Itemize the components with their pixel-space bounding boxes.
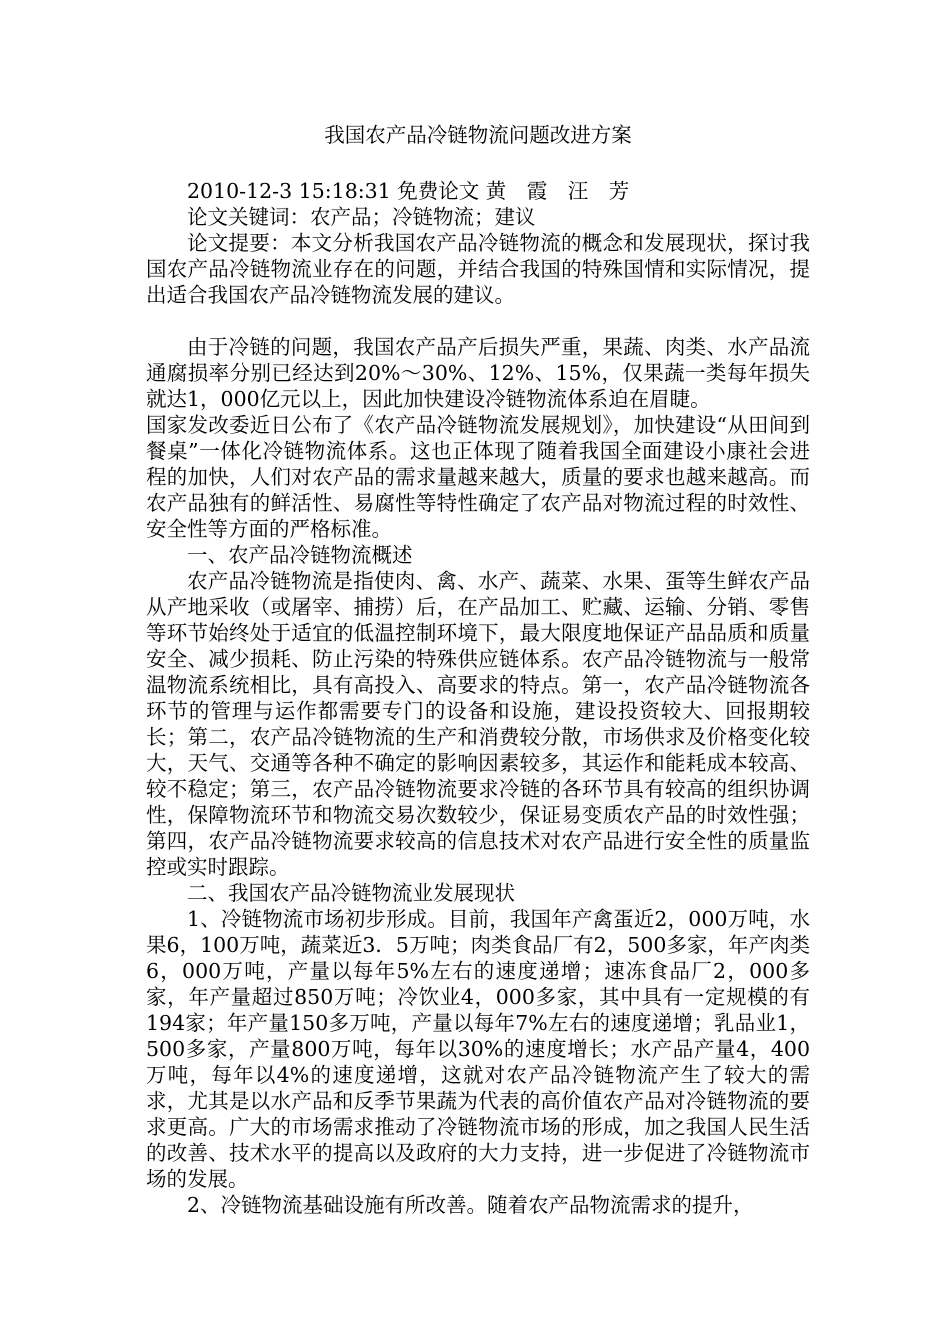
abstract-paragraph: 论文提要：本文分析我国农产品冷链物流的概念和发展现状，探讨我国农产品冷链物流业存在的问题，并结合我国的特殊国情和实际情况，提出适合我国农产品冷链物流发展的建议。 <box>146 231 810 307</box>
document-page <box>146 122 810 1218</box>
body-paragraph-4: 1、冷链物流市场初步形成。目前，我国年产禽蛋近2，000万吨，水果6，100万吨，蔬菜近3．5万吨；肉类食品厂有2，500多家，年产肉类6，000万吨，产量以每年5%左右的速度递增；速冻食品厂2，000多家，年产量超过850万吨；冷饮业4，000多家，其中具有一定规模的有194家；年产量150多万吨，产量以每年7%左右的速度递增；乳品业1，500多家，产量800万吨，每年以30%的速度增长；水产品产量4，400万吨，每年以4%的速度递增，这就对农产品冷链物流产生了较大的需求，尤其是以水产品和反季节果蔬为代表的高价值农产品对冷链物流的要求更高。广大的市场需求推动了冷链物流市场的形成，加之我国人民生活的改善、技术水平的提高以及政府的大力支持，进一步促进了冷链物流市场的发展。 <box>146 907 810 1191</box>
section-heading-2: 二、我国农产品冷链物流业发展现状 <box>187 881 515 905</box>
body-paragraph-5: 2、冷链物流基础设施有所改善。随着农产品物流需求的提升， <box>187 1193 754 1217</box>
body-paragraph-2: 国家发改委近日公布了《农产品冷链物流发展规划》，加快建设“从田间到餐桌”一体化冷链物流体系。这也正体现了随着我国全面建设小康社会进程的加快，人们对农产品的需求量越来越大，质量的要求也越来越高。而农产品独有的鲜活性、易腐性等特性确定了农产品对物流过程的时效性、安全性等方面的严格标准。 <box>146 413 810 541</box>
document-title: 我国农产品冷链物流问题改进方案 <box>324 123 632 147</box>
section-heading-1: 一、农产品冷链物流概述 <box>187 543 413 567</box>
body-paragraph-1: 由于冷链的问题，我国农产品产后损失严重，果蔬、肉类、水产品流通腐损率分别已经达到20%～30%、12%、15%，仅果蔬一类每年损失就达1，000亿元以上，因此加快建设冷链物流体系迫在眉睫。 <box>146 335 810 411</box>
paragraph-gap <box>146 308 810 334</box>
body-paragraph-3: 农产品冷链物流是指使肉、禽、水产、蔬菜、水果、蛋等生鲜农产品从产地采收（或屠宰、捕捞）后，在产品加工、贮藏、运输、分销、零售等环节始终处于适宜的低温控制环境下，最大限度地保证产品品质和质量安全、减少损耗、防止污染的特殊供应链体系。农产品冷链物流与一般常温物流系统相比，具有高投入、高要求的特点。第一，农产品冷链物流各环节的管理与运作都需要专门的设备和设施，建设投资较大、回报期较长；第二，农产品冷链物流的生产和消费较分散，市场供求及价格变化较大，天气、交通等各种不确定的影响因素较多，其运作和能耗成本较高、较不稳定；第三，农产品冷链物流要求冷链的各环节具有较高的组织协调性，保障物流环节和物流交易次数较少，保证易变质农产品的时效性强；第四，农产品冷链物流要求较高的信息技术对农产品进行安全性的质量监控或实时跟踪。 <box>146 569 810 879</box>
byline: 2010-12-3 15:18:31 免费论文 黄 霞 汪 芳 <box>187 179 630 203</box>
keywords-line: 论文关键词：农产品；冷链物流；建议 <box>187 205 536 229</box>
